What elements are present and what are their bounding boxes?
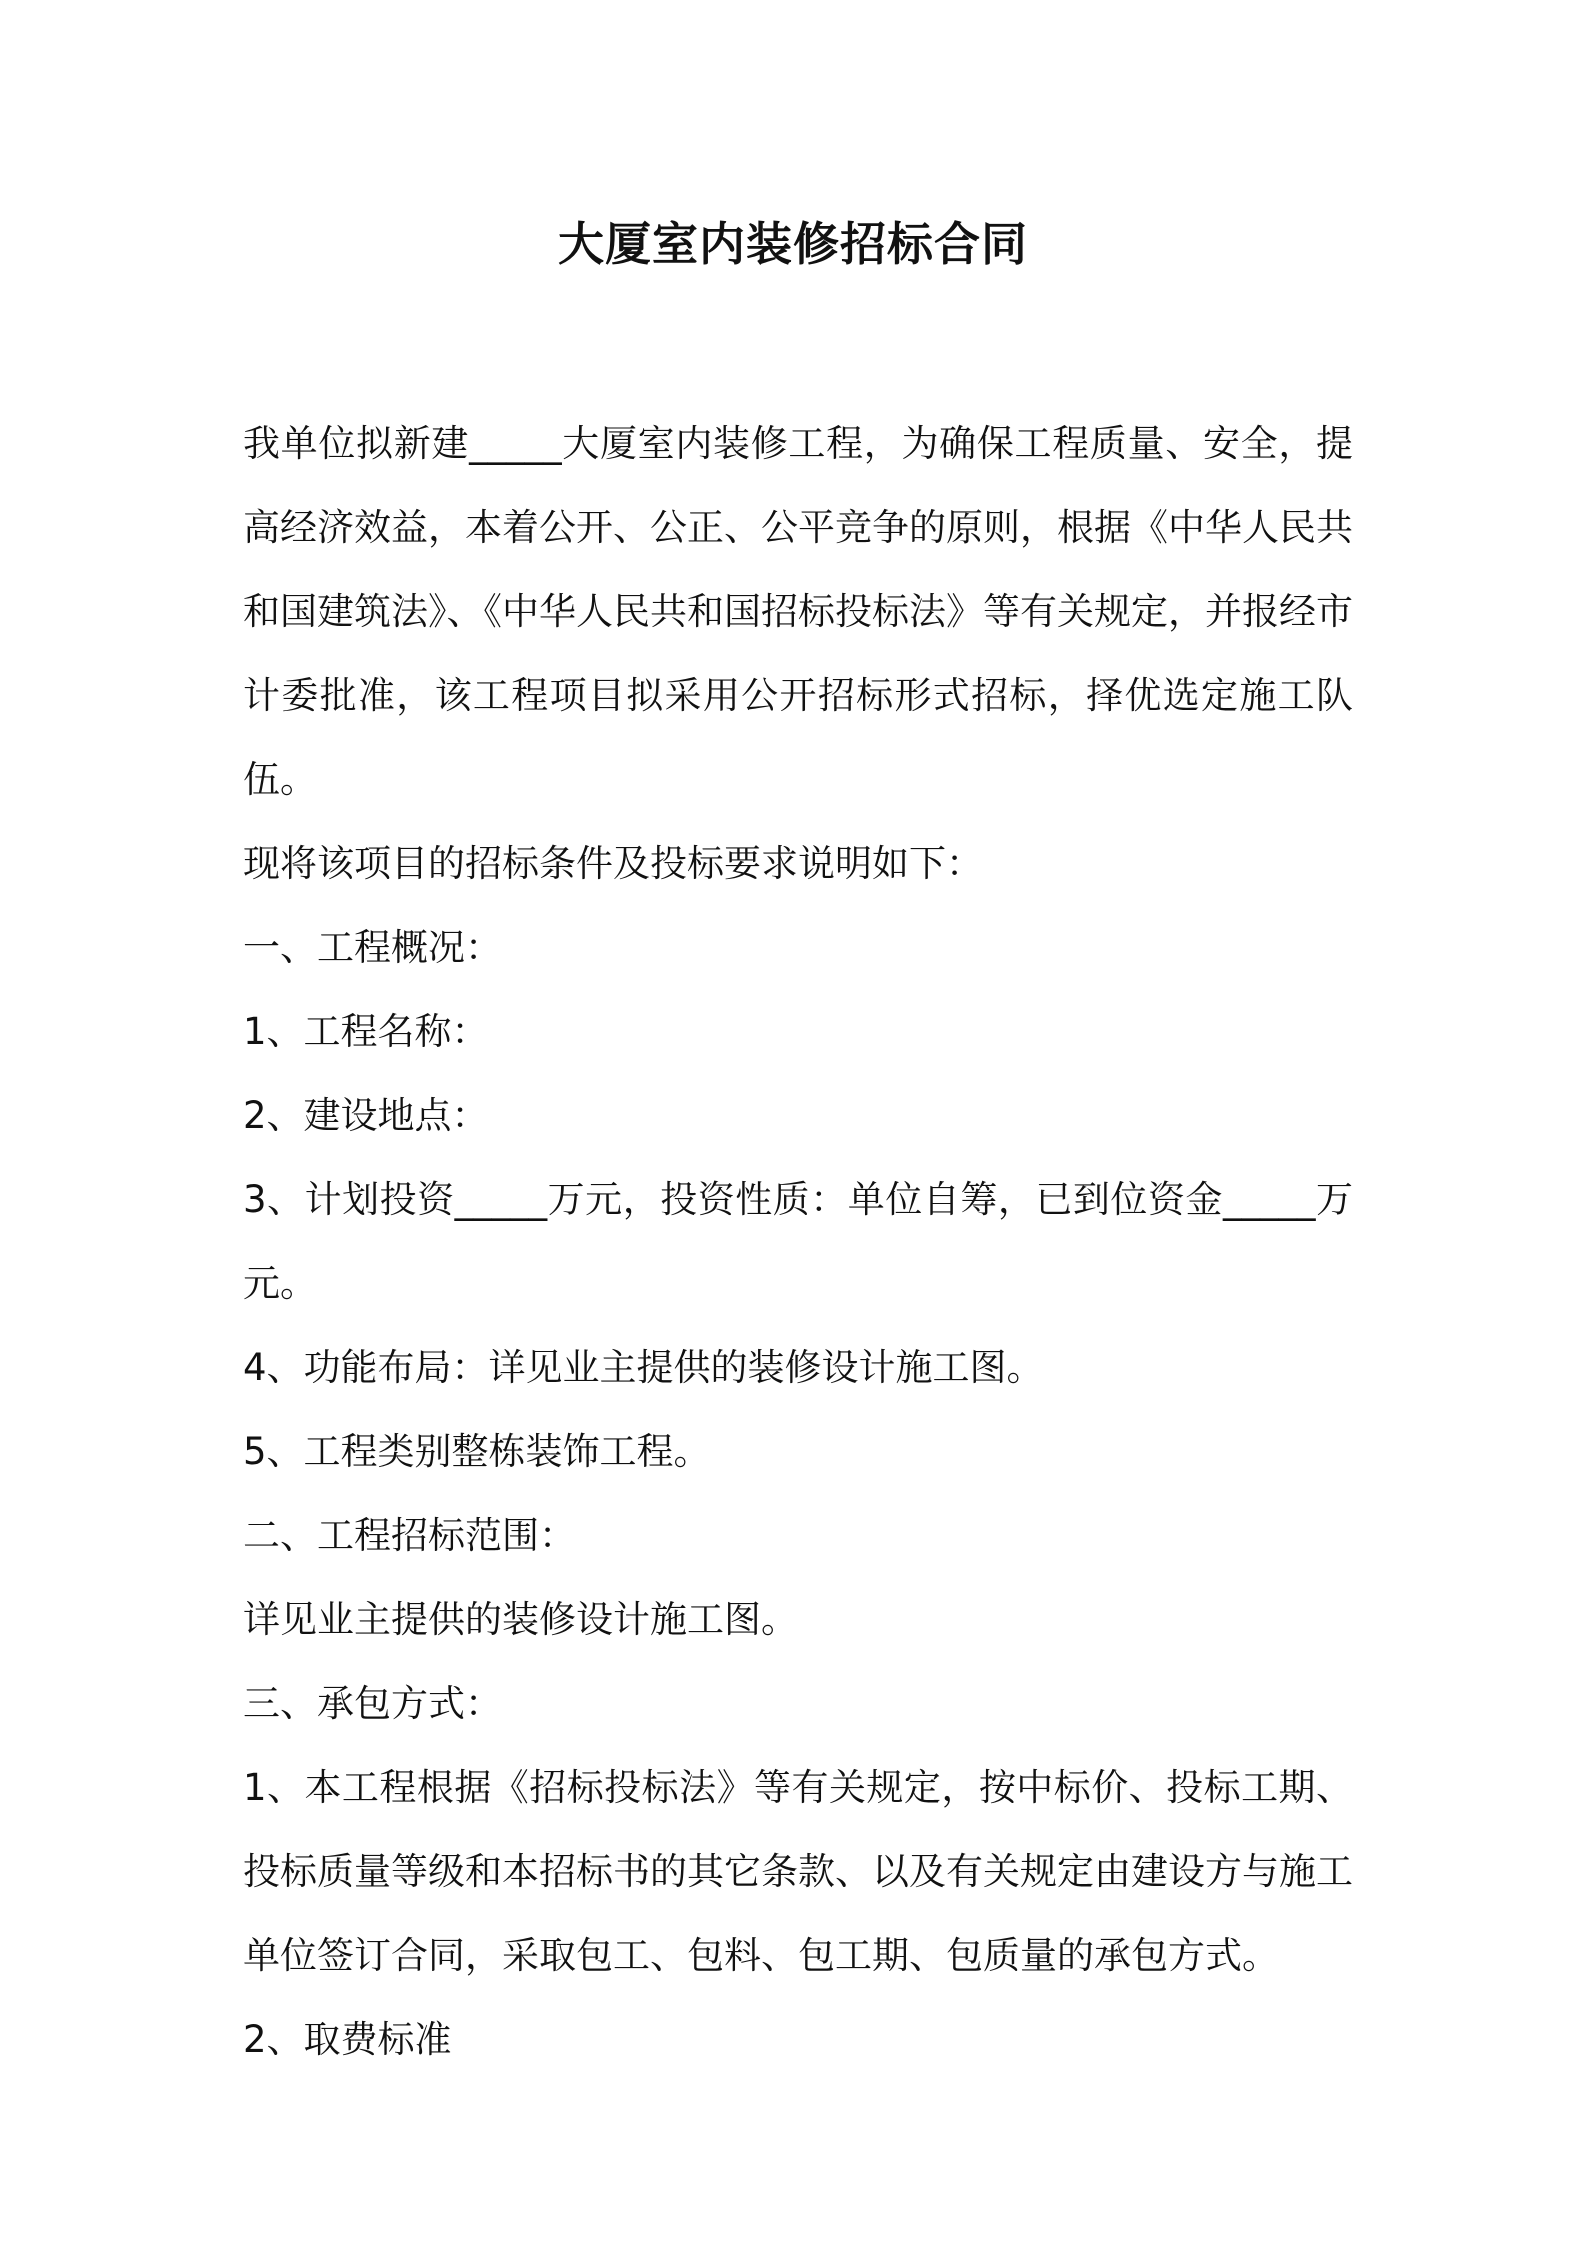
item-project-category: 5、工程类别整栋装饰工程。 [243,1430,711,1473]
item-function-layout: 4、功能布局：详见业主提供的装修设计施工图。 [243,1346,1044,1389]
intro-paragraph: 我单位拟新建_____大厦室内装修工程，为确保工程质量、安全，提高经济效益，本着公开、公正、公平竞争的原则，根据《中华人民共和国建筑法》、《中华人民共和国招标投标法》等有关规定，并报经市计委批准，该工程项目拟采用公开招标形式招标，择优选定施工队伍。 [243,422,1353,801]
bid-scope-text: 详见业主提供的装修设计施工图。 [243,1598,798,1641]
section-heading-contract-method: 三、承包方式： [243,1682,502,1725]
item-fee-standard: 2、取费标准 [243,2018,452,2061]
intro-lead-paragraph: 现将该项目的招标条件及投标要求说明如下： [243,842,983,885]
section-heading-project-overview: 一、工程概况： [243,926,502,969]
document-title: 大厦室内装修招标合同 [558,217,1028,271]
document-body [243,402,1353,2082]
section-heading-bid-scope: 二、工程招标范围： [243,1514,576,1557]
item-project-name: 1、工程名称： [243,1010,489,1053]
item-planned-investment: 3、计划投资_____万元，投资性质：单位自筹，已到位资金_____万元。 [243,1178,1353,1305]
item-construction-site: 2、建设地点： [243,1094,489,1137]
item-contract-method-detail: 1、本工程根据《招标投标法》等有关规定，按中标价、投标工期、投标质量等级和本招标书的其它条款、以及有关规定由建设方与施工单位签订合同，采取包工、包料、包工期、包质量的承包方式。 [243,1766,1353,1977]
